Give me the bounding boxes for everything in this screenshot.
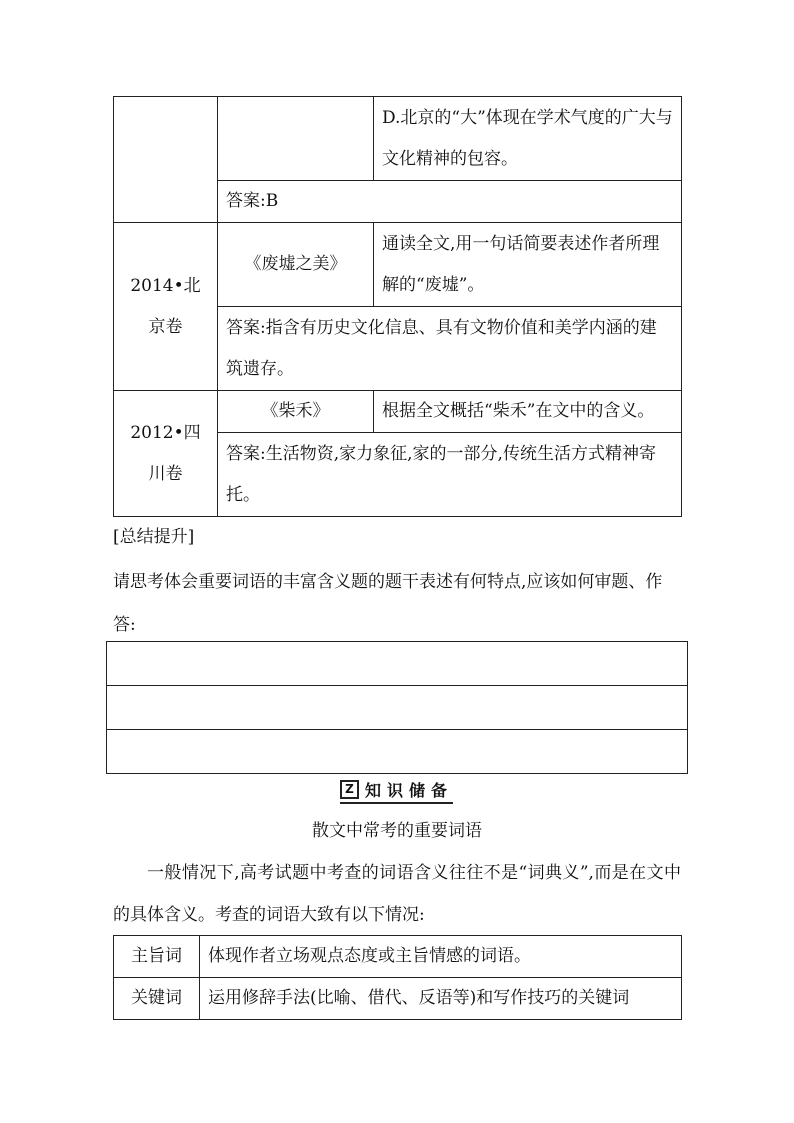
question-cell: D.北京的“大”体现在学术气度的广大与文化精神的包容。	[374, 97, 682, 181]
answer-cell: 答案:生活物资,家力象征,家的一部分,传统生活方式精神寄托。	[218, 433, 682, 517]
answer-blank-row[interactable]	[107, 686, 688, 730]
answer-cell: 答案:指含有历史文化信息、具有文物价值和美学内涵的建筑遗存。	[218, 307, 682, 391]
intro-paragraph: 一般情况下,高考试题中考查的词语含义往往不是“词典义”,而是在文中的具体含义。考查的词语大致有以下情况:	[113, 863, 681, 925]
year-cell-empty	[114, 97, 218, 223]
answer-blank-table	[106, 641, 688, 774]
year-cell: 2012•四川卷	[114, 391, 218, 517]
banner-title: 知识储备	[365, 780, 454, 800]
summary-prompt: 请思考体会重要词语的丰富含义题的题干表述有何特点,应该如何审题、作答:	[113, 572, 663, 635]
knowledge-banner	[340, 777, 453, 804]
title-cell: 《废墟之美》	[218, 223, 374, 307]
question-cell: 通读全文,用一句话简要表述作者所理解的“废墟”。	[374, 223, 682, 307]
word-type-table	[113, 935, 682, 1020]
answer-cell: 答案:B	[218, 181, 682, 223]
question-cell: 根据全文概括“柴禾”在文中的含义。	[374, 391, 682, 433]
answer-blank-row[interactable]	[107, 730, 688, 774]
section-title: 散文中常考的重要词语	[312, 821, 482, 841]
answer-blank-row[interactable]	[107, 642, 688, 686]
year-cell: 2014•北京卷	[114, 223, 218, 391]
title-cell: 《柴禾》	[218, 391, 374, 433]
word-type-desc: 体现作者立场观点态度或主旨情感的词语。	[200, 936, 682, 978]
word-type-name: 主旨词	[114, 936, 200, 978]
z-logo-icon: Z	[340, 780, 359, 799]
summary-label: [总结提升]	[113, 527, 195, 547]
exam-question-table	[113, 96, 682, 517]
word-type-desc: 运用修辞手法(比喻、借代、反语等)和写作技巧的关键词	[200, 978, 682, 1020]
word-type-name: 关键词	[114, 978, 200, 1020]
title-cell-empty	[218, 97, 374, 181]
